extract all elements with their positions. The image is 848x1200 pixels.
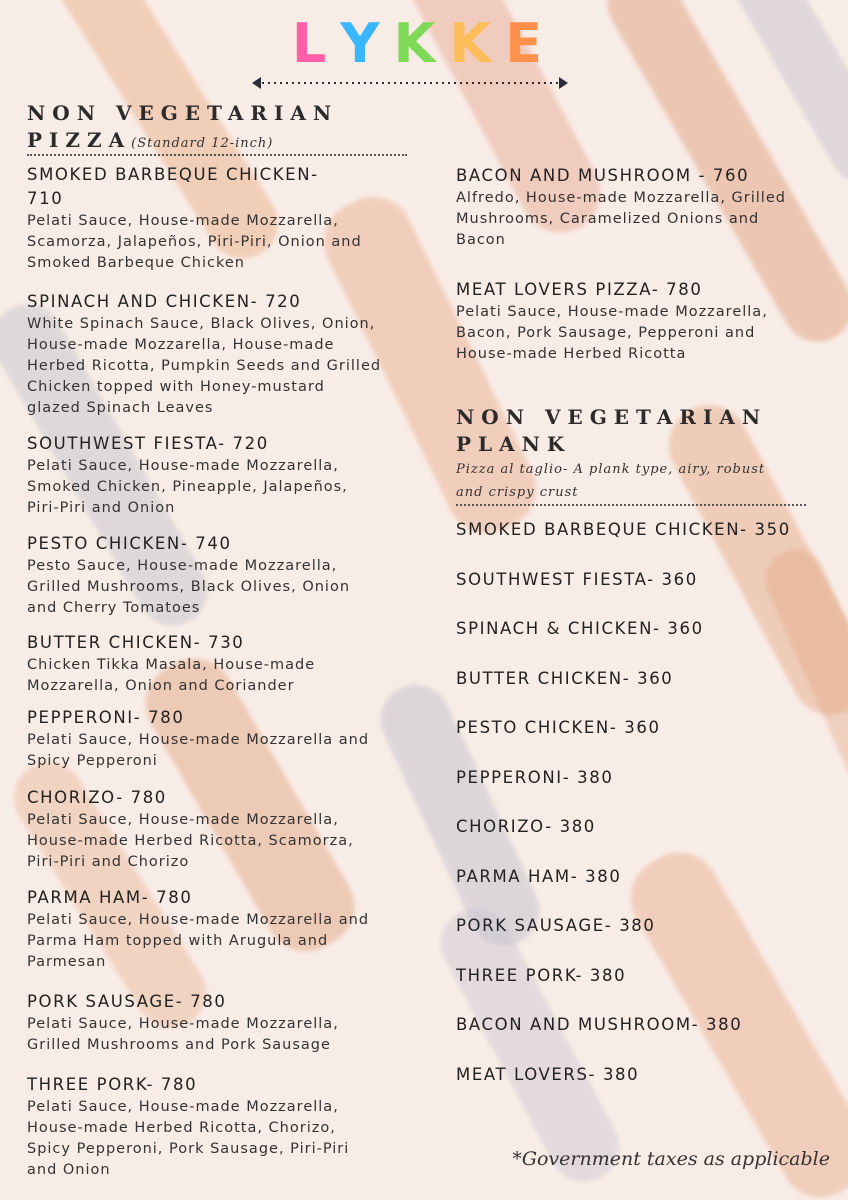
section-subtitle: (Standard 12-inch)	[131, 136, 274, 151]
item-price: 710	[27, 189, 64, 208]
plank-item: THREE PORK- 380	[456, 965, 627, 985]
item-desc-line: and Onion	[27, 1162, 111, 1178]
item-title: BUTTER CHICKEN- 730	[27, 633, 245, 652]
item-desc-line: Piri-Piri and Onion	[27, 500, 176, 516]
double-arrow-divider-icon	[252, 76, 568, 90]
item-desc-line: House-made Herbed Ricotta, Scamorza,	[27, 833, 354, 849]
item-title: THREE PORK- 780	[27, 1075, 198, 1094]
menu-item	[27, 990, 339, 1056]
menu-item	[27, 290, 381, 419]
item-desc-line: Grilled Mushrooms, Black Olives, Onion	[27, 579, 351, 595]
plank-item: BUTTER CHICKEN- 360	[456, 668, 674, 688]
logo-letter: K	[393, 12, 450, 75]
item-desc-line: Parma Ham topped with Arugula and	[27, 933, 329, 949]
item-title: MEAT LOVERS PIZZA- 780	[456, 280, 703, 299]
section-title-underline	[27, 127, 407, 156]
item-desc-line: White Spinach Sauce, Black Olives, Onion,	[27, 316, 376, 332]
item-desc-line: and Cherry Tomatoes	[27, 600, 201, 616]
item-desc-line: Herbed Ricotta, Pumpkin Seeds and Grilled	[27, 358, 382, 374]
section-subtitle: and crispy crust	[456, 482, 806, 506]
item-title: BACON AND MUSHROOM - 760	[456, 166, 750, 185]
plank-item: BACON AND MUSHROOM- 380	[456, 1015, 743, 1034]
logo-letter: Y	[340, 12, 394, 75]
section-title: NON VEGETARIAN	[456, 405, 768, 429]
item-desc-line: Scamorza, Jalapeños, Piri-Piri, Onion and	[27, 234, 362, 250]
plank-item: SMOKED BARBEQUE CHICKEN- 350	[456, 520, 791, 539]
plank-item: SPINACH & CHICKEN- 360	[456, 619, 704, 638]
item-desc-line: Spicy Pepperoni	[27, 753, 158, 769]
item-desc-line: Piri-Piri and Chorizo	[27, 854, 190, 870]
item-desc-line: Grilled Mushrooms and Pork Sausage	[27, 1037, 331, 1053]
item-desc-line: glazed Spinach Leaves	[27, 400, 214, 416]
menu-item	[27, 1073, 349, 1181]
menu-item	[27, 786, 354, 873]
menu-item	[27, 886, 369, 973]
item-desc-line: Chicken Tikka Masala, House-made	[27, 657, 316, 673]
item-desc-line: Pelati Sauce, House-made Mozzarella,	[27, 458, 339, 474]
item-desc-line: Mushrooms, Caramelized Onions and	[456, 211, 760, 227]
item-title: PARMA HAM- 780	[27, 888, 193, 907]
item-title: PESTO CHICKEN- 740	[27, 534, 232, 553]
item-title: PORK SAUSAGE- 780	[27, 992, 227, 1011]
item-desc-line: Pelati Sauce, House-made Mozzarella,	[27, 1016, 339, 1032]
item-title: SPINACH AND CHICKEN- 720	[27, 292, 302, 311]
item-desc-line: House-made Herbed Ricotta	[456, 346, 687, 362]
section-title: NON VEGETARIAN	[27, 101, 339, 125]
item-desc-line: Smoked Barbeque Chicken	[27, 255, 245, 271]
logo-letter: L	[291, 12, 341, 75]
menu-item	[456, 278, 768, 365]
item-desc-line: Pelati Sauce, House-made Mozzarella and	[27, 912, 370, 928]
item-desc-line: Smoked Chicken, Pineapple, Jalapeños,	[27, 479, 348, 495]
plank-item: PARMA HAM- 380	[456, 866, 622, 886]
pizza-section-header	[27, 100, 417, 156]
section-subtitle: Pizza al taglio- A plank type, airy, robust	[456, 462, 766, 477]
tax-note: *Government taxes as applicable	[512, 1148, 830, 1170]
section-title-line2: PIZZA	[27, 128, 132, 152]
item-desc-line: House-made Mozzarella, House-made	[27, 337, 335, 353]
menu-item	[456, 164, 786, 251]
item-desc-line: Bacon, Pork Sausage, Pepperoni and	[456, 325, 756, 341]
item-desc-line: Parmesan	[27, 954, 107, 970]
item-title: SMOKED BARBEQUE CHICKEN-	[27, 165, 319, 184]
item-title: CHORIZO- 780	[27, 788, 167, 807]
item-desc-line: Mozzarella, Onion and Coriander	[27, 678, 295, 694]
logo-letter: K	[449, 12, 506, 75]
plank-item: PEPPERONI- 380	[456, 767, 614, 787]
item-title: SOUTHWEST FIESTA- 720	[27, 434, 269, 453]
item-desc-line: Pelati Sauce, House-made Mozzarella,	[456, 304, 768, 320]
plank-item: MEAT LOVERS- 380	[456, 1064, 640, 1084]
menu-item	[27, 163, 362, 274]
item-desc-line: Pelati Sauce, House-made Mozzarella and	[27, 732, 370, 748]
menu-item	[27, 706, 369, 772]
section-title-line2: PLANK	[456, 432, 572, 456]
plank-section-header	[456, 404, 806, 506]
item-desc-line: Bacon	[456, 232, 506, 248]
item-desc-line: Pesto Sauce, House-made Mozzarella,	[27, 558, 338, 574]
item-desc-line: Alfredo, House-made Mozzarella, Grilled	[456, 190, 786, 206]
plank-item: PESTO CHICKEN- 360	[456, 718, 661, 737]
item-desc-line: Pelati Sauce, House-made Mozzarella,	[27, 213, 339, 229]
menu-item	[27, 432, 348, 519]
item-desc-line: Pelati Sauce, House-made Mozzarella,	[27, 812, 339, 828]
plank-item-list	[456, 518, 841, 1112]
item-desc-line: House-made Herbed Ricotta, Chorizo,	[27, 1120, 336, 1136]
item-desc-line: Chicken topped with Honey-mustard	[27, 379, 325, 395]
plank-item: CHORIZO- 380	[456, 817, 596, 836]
item-desc-line: Spicy Pepperoni, Pork Sausage, Piri-Piri	[27, 1141, 350, 1157]
plank-item: SOUTHWEST FIESTA- 360	[456, 569, 698, 589]
plank-item: PORK SAUSAGE- 380	[456, 916, 656, 935]
menu-item	[27, 631, 315, 697]
item-title: PEPPERONI- 780	[27, 708, 185, 727]
logo-letter: E	[505, 12, 557, 75]
item-desc-line: Pelati Sauce, House-made Mozzarella,	[27, 1099, 339, 1115]
brand-logo	[0, 12, 848, 75]
menu-item	[27, 532, 350, 619]
